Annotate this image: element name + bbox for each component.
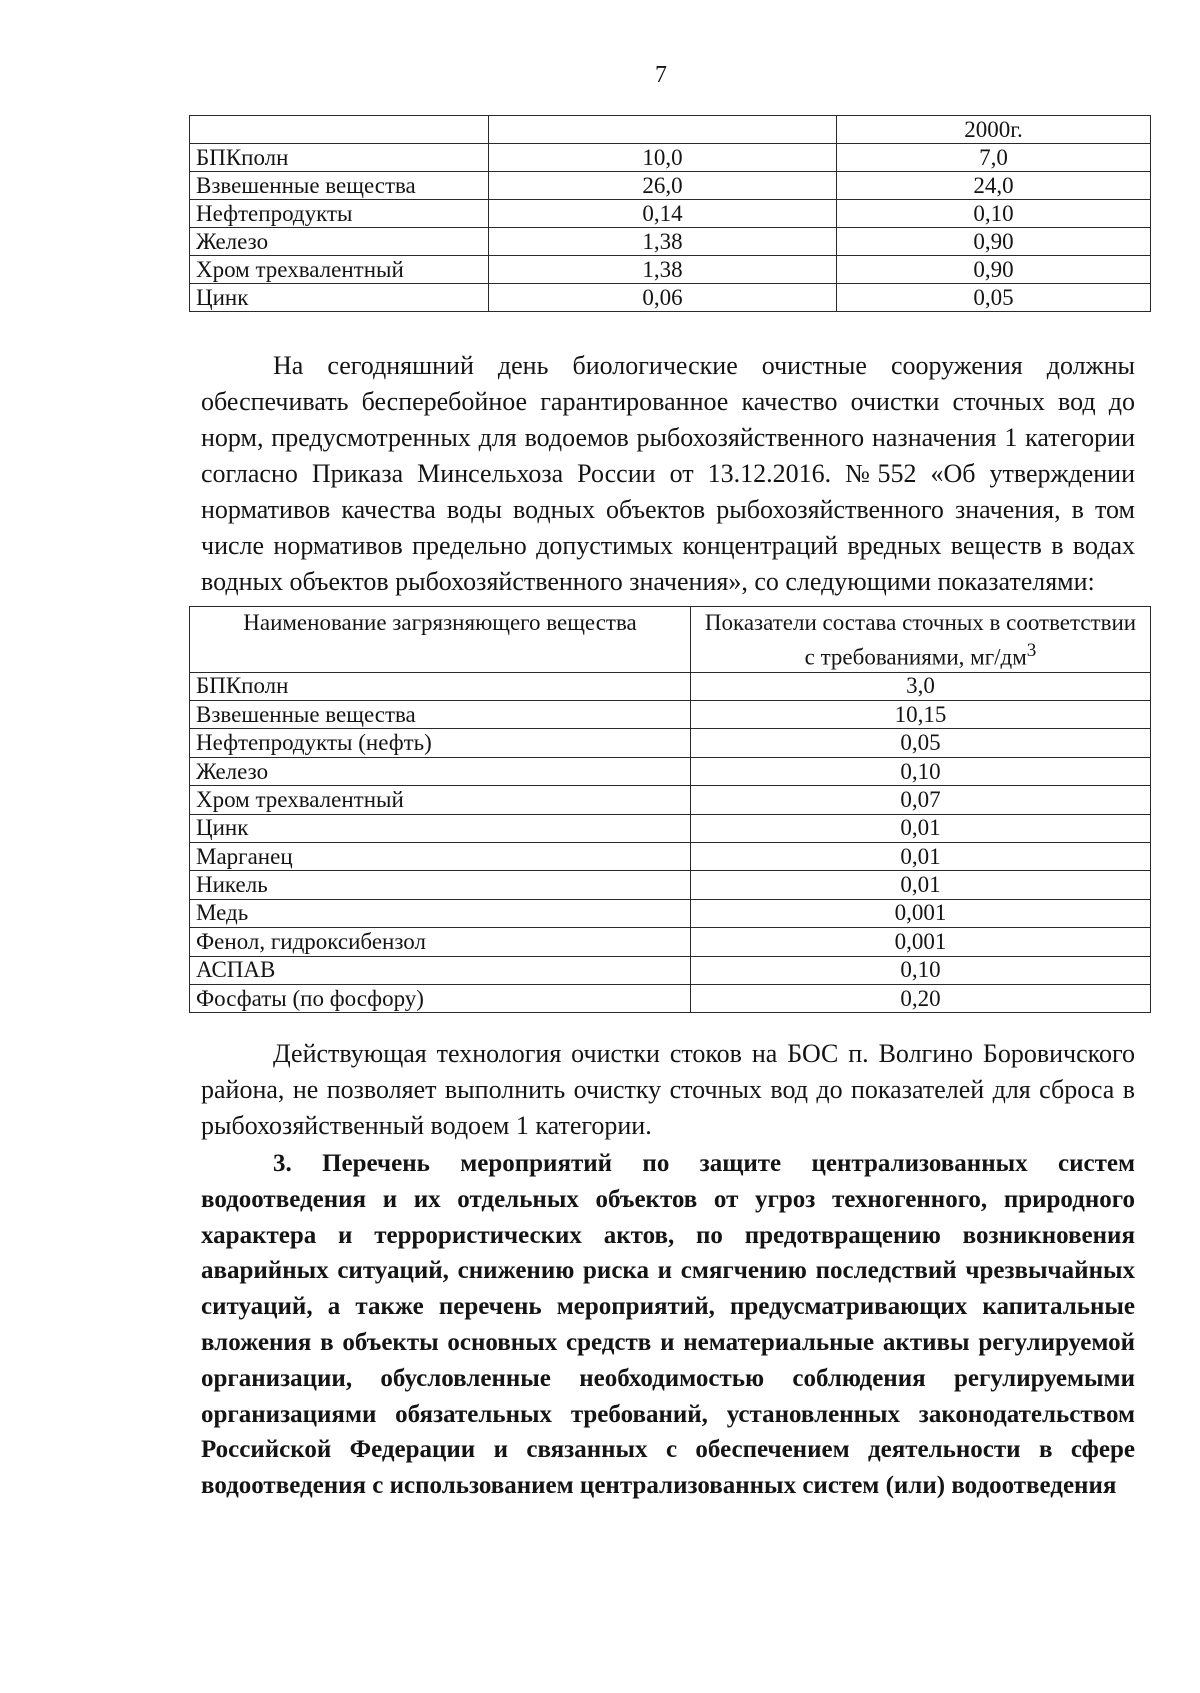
substance-cell: Цинк: [190, 284, 489, 312]
table-row: [190, 172, 1151, 200]
substance-cell: Хром трехвалентный: [190, 786, 691, 814]
table-header-row: [190, 607, 1151, 673]
page-number: 7: [655, 62, 667, 88]
norm-value-cell: 0,10: [691, 956, 1151, 984]
substance-cell: Нефтепродукты (нефть): [190, 729, 691, 757]
value-cell: 0,06: [489, 284, 837, 312]
value-cell: 0,10: [837, 200, 1151, 228]
substance-cell: Цинк: [190, 814, 691, 842]
section-3-heading: [201, 1146, 1135, 1504]
table-row: [190, 757, 1151, 785]
intro-paragraph: [201, 348, 1135, 600]
substance-cell: Медь: [190, 899, 691, 927]
substance-cell: Никель: [190, 871, 691, 899]
norm-value-cell: 3,0: [691, 672, 1151, 700]
substance-cell: Хром трехвалентный: [190, 256, 489, 284]
table-row: [190, 228, 1151, 256]
table-header-row: [190, 116, 1151, 144]
column-header-substance: Наименование загрязняющего вещества: [190, 607, 691, 673]
value-cell: 24,0: [837, 172, 1151, 200]
value-cell: 10,0: [489, 144, 837, 172]
norm-value-cell: 0,001: [691, 899, 1151, 927]
pollutant-comparison-table: [189, 115, 1151, 312]
value-cell: 0,05: [837, 284, 1151, 312]
value-cell: 7,0: [837, 144, 1151, 172]
table-header-cell: [489, 116, 837, 144]
substance-cell: Железо: [190, 228, 489, 256]
norm-value-cell: 0,01: [691, 871, 1151, 899]
substance-cell: Нефтепродукты: [190, 200, 489, 228]
norm-value-cell: 0,07: [691, 786, 1151, 814]
section-number: 3.: [273, 1150, 292, 1177]
discharge-norms-table: [189, 606, 1151, 1013]
norm-value-cell: 0,01: [691, 814, 1151, 842]
substance-cell: Взвешенные вещества: [190, 172, 489, 200]
value-cell: 26,0: [489, 172, 837, 200]
substance-cell: Железо: [190, 757, 691, 785]
norm-value-cell: 0,001: [691, 928, 1151, 956]
norm-value-cell: 0,10: [691, 757, 1151, 785]
table-row: [190, 256, 1151, 284]
value-cell: 1,38: [489, 228, 837, 256]
column-header-norm: [691, 607, 1151, 673]
section-title: Перечень мероприятий по защите централизованных систем водоотведения и их отдельных объектов от угроз техногенного, природного характера и террористических актов, по предотвращению возникновения аварийных ситуаций, снижению риска и смягчению последствий чрезвычайных ситуаций, а также перечень мероприятий, предусматривающих капитальные вложения в объекты основных средств и нематериальные активы регулируемой организации, обусловленные необходимостью соблюдения регулируемыми организациями обязательных требований, установленных законодательством Российской Федерации и связанных с обеспечением деятельности в сфере водоотведения с использованием централизованных систем (или) водоотведения: [201, 1150, 1135, 1500]
table-row: [190, 729, 1151, 757]
table-row: [190, 701, 1151, 729]
table-header-cell: 2000г.: [837, 116, 1151, 144]
substance-cell: Фосфаты (по фосфору): [190, 984, 691, 1012]
table-row: [190, 871, 1151, 899]
substance-cell: БПКполн: [190, 144, 489, 172]
table-row: [190, 843, 1151, 871]
substance-cell: БПКполн: [190, 672, 691, 700]
norm-value-cell: 0,05: [691, 729, 1151, 757]
substance-cell: Фенол, гидроксибензол: [190, 928, 691, 956]
norm-value-cell: 0,01: [691, 843, 1151, 871]
table-row: [190, 984, 1151, 1012]
intro-paragraph-text: На сегодняшний день биологические очистные сооружения должны обеспечивать бесперебойное гарантированное качество очистки сточных вод до норм, предусмотренных для водоемов рыбохозяйственного назначения 1 категории согласно Приказа Минсельхоза России от 13.12.2016. №552 «Об утверждении нормативов качества воды водных объектов рыбохозяйственного значения, в том числе нормативов предельно допустимых концентраций вредных веществ в водах водных объектов рыбохозяйственного значения», со следующими показателями:: [201, 351, 1135, 596]
substance-cell: Взвешенные вещества: [190, 701, 691, 729]
table-row: [190, 284, 1151, 312]
substance-cell: Марганец: [190, 843, 691, 871]
value-cell: 1,38: [489, 256, 837, 284]
norm-value-cell: 0,20: [691, 984, 1151, 1012]
table-header-cell: [190, 116, 489, 144]
value-cell: 0,14: [489, 200, 837, 228]
table-row: [190, 899, 1151, 927]
value-cell: 0,90: [837, 228, 1151, 256]
table-row: [190, 814, 1151, 842]
norm-value-cell: 10,15: [691, 701, 1151, 729]
unit-superscript: 3: [1026, 640, 1037, 661]
table-row: [190, 200, 1151, 228]
value-cell: 0,90: [837, 256, 1151, 284]
technology-paragraph: [201, 1036, 1135, 1144]
table-row: [190, 144, 1151, 172]
substance-cell: АСПАВ: [190, 956, 691, 984]
technology-paragraph-text: Действующая технология очистки стоков на БОС п. Волгино Боровичского района, не позволяет выполнить очистку сточных вод до показателей для сброса в рыбохозяйственный водоем 1 категории.: [201, 1039, 1135, 1140]
table-row: [190, 672, 1151, 700]
table-row: [190, 956, 1151, 984]
table-row: [190, 786, 1151, 814]
column-header-norm-text: Показатели состава сточных в соответствии с требованиями, мг/дм: [704, 610, 1137, 670]
table-row: [190, 928, 1151, 956]
